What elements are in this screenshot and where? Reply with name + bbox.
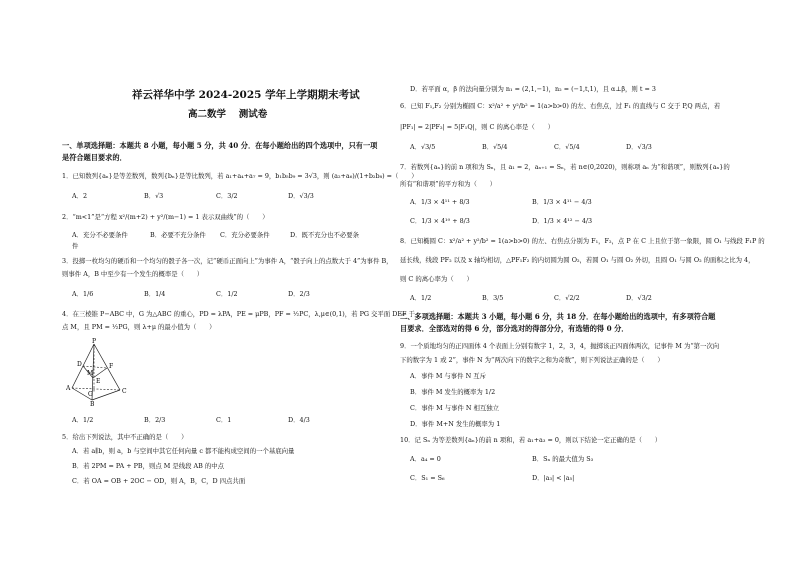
q3-option-c[interactable]: C．1/2	[216, 290, 238, 298]
q3-option-b[interactable]: B．1/4	[144, 290, 166, 298]
q7-option-b[interactable]: B．1/3 × 4¹¹ − 4/3	[532, 198, 592, 206]
q9-option-d[interactable]: D．事件 M+N 发生的概率为 1	[410, 420, 501, 428]
exam-title: 祥云祥华中学 2024-2025 学年上学期期末考试	[132, 89, 360, 101]
section2-heading: 二、多项选择题：本题共 3 小题，每小题 6 分，共 18 分．在每小题给出的选项中，有多项符合题	[400, 312, 716, 321]
q2-option-c[interactable]: C．充分必要条件	[220, 231, 270, 239]
fig-label-d: D	[77, 361, 82, 368]
q2-option-a[interactable]: A．充分不必要条件	[72, 231, 128, 239]
q4-option-d[interactable]: D．4/3	[288, 416, 310, 424]
q10-stem: 10．记 Sₙ 为等差数列{aₙ}的前 n 项和，若 a₁+a₃ = 0，则以下结论一定正确的是（ ）	[400, 436, 662, 444]
q3-stem: 3．投掷一枚均匀的硬币和一个均匀的骰子各一次，记“硬币正面向上”为事件 A，“骰子向上的点数大于 4”为事件 B，	[62, 257, 393, 265]
q8-stem-cont2: 则 C 的离心率为（ ）	[400, 275, 473, 283]
fig-label-p: P	[92, 338, 97, 345]
q9-option-a[interactable]: A．事件 M 与事件 N 互斥	[410, 372, 487, 380]
section2-heading-cont: 目要求．全部选对的得 6 分，部分选对的得部分分，有选错的得 0 分．	[400, 324, 629, 333]
tetrahedron-figure	[66, 338, 130, 406]
q1-option-d[interactable]: D．√3/3	[288, 192, 314, 200]
q4-stem-cont: 点 M，且 PM = ½PG，则 λ+μ 的最小值为（ ）	[62, 323, 216, 331]
q8-option-d[interactable]: D．√3/2	[626, 294, 652, 302]
section1-heading-cont: 是符合题目要求的．	[62, 153, 127, 162]
fig-label-a: A	[66, 385, 71, 392]
q9-stem: 9．一个质地均匀的正四面体 4 个表面上分别有数字 1，2，3，4，抛掷该正四面体两次，记事件 M 为“第一次向	[400, 342, 720, 350]
q6-option-d[interactable]: D．√3/3	[626, 143, 652, 151]
q4-option-a[interactable]: A．1/2	[72, 416, 94, 424]
q8-option-a[interactable]: A．1/2	[410, 294, 432, 302]
q4-option-c[interactable]: C．1	[216, 416, 232, 424]
q5-option-c[interactable]: C．若 OA = OB + 2OC − OD，则 A，B，C，D 四点共面	[72, 477, 246, 485]
q1-option-b[interactable]: B．√3	[144, 192, 164, 200]
q2-option-d[interactable]: D．既不充分也不必要条	[290, 231, 360, 239]
q2-option-b[interactable]: B．必要不充分条件	[150, 231, 206, 239]
q10-option-a[interactable]: A．a₄ = 0	[410, 455, 441, 463]
q10-option-b[interactable]: B．Sₙ 的最大值为 S₃	[532, 455, 594, 463]
q6-stem-cont: |PF₁| = 2|PF₂| = 5|F₁Q|，则 C 的离心率是（ ）	[400, 123, 554, 131]
q10-option-d[interactable]: D．|a₃| < |a₅|	[532, 474, 575, 482]
q1-option-a[interactable]: A．2	[72, 192, 88, 200]
q7-stem-cont: 所有“和谐项”的平方和为（ ）	[400, 180, 497, 188]
q3-stem-cont: 则事件 A，B 中至少有一个发生的概率是（ ）	[62, 270, 204, 278]
q4-option-b[interactable]: B．2/3	[144, 416, 166, 424]
q7-option-a[interactable]: A．1/3 × 4¹¹ + 8/3	[410, 198, 470, 206]
q4-stem: 4．在三棱锥 P−ABC 中，G 为△ABC 的重心，PD = λPA，PE = μPB，PF = ½PC，λ,μ∈(0,1)，若 PG 交平面 DEF 于	[62, 310, 415, 318]
fig-label-g: G	[88, 391, 93, 398]
fig-label-c: C	[122, 388, 127, 395]
exam-subtitle: 高二数学 测试卷	[188, 109, 268, 120]
q2-option-d-tail: 件	[72, 242, 79, 250]
q8-stem: 8．已知椭圆 C：x²/a² + y²/b² = 1(a>b>0) 的左、右焦点分别为 F₁，F₂，点 P 在 C 上且位于第一象限，圆 O₁ 与线段 F₁P 的	[400, 237, 765, 245]
q8-option-c[interactable]: C．√2/2	[554, 294, 580, 302]
q6-stem: 6．已知 F₁,F₂ 分别为椭圆 C：x²/a² + y²/b² = 1(a>b>0) 的左、右焦点，过 F₁ 的直线与 C 交于 P,Q 两点，若	[400, 102, 721, 110]
section1-heading: 一、单项选择题：本题共 8 小题，每小题 5 分，共 40 分．在每小题给出的四个选项中，只有一项	[62, 141, 378, 150]
q7-stem: 7．若数列{aₙ}的前 n 项和为 Sₙ，且 a₁ = 2，aₙ₊₁ = Sₙ，若 n∈(0,2020)，则称项 aₙ 为“和谐项”，则数列{aₙ}的	[400, 163, 730, 171]
q6-option-a[interactable]: A．√3/5	[410, 143, 436, 151]
q2-stem: 2．“m<1”是“方程 x²/(m+2) + y²/(m−1) = 1 表示双曲线”的（ ）	[62, 213, 269, 221]
q5-option-d[interactable]: D．若平面 α，β 的法向量分别为 n₁ = (2,1,−1)，n₂ = (−1,t,1)，且 α⊥β，则 t = 3	[410, 85, 656, 93]
q1-option-c[interactable]: C．3/2	[216, 192, 238, 200]
q10-option-c[interactable]: C．S₁ = S₆	[410, 474, 445, 482]
q1-stem: 1．已知数列{aₙ}是等差数列，数列{bₙ}是等比数列，若 a₁+a₄+a₇ = 9，b₁b₅b₉ = 3√3，则 (a₂+a₆)/(1+b₂b₈) =（ ）	[62, 172, 418, 180]
q7-option-c[interactable]: C．1/3 × 4¹⁰ + 8/3	[410, 217, 470, 225]
fig-label-e: E	[96, 378, 101, 385]
q7-option-d[interactable]: D．1/3 × 4¹² − 4/3	[532, 217, 593, 225]
q9-option-c[interactable]: C．事件 M 与事件 N 相互独立	[410, 404, 500, 412]
q8-stem-cont: 延长线，线段 PF₂ 以及 x 轴均相切，△PF₁F₂ 的内切圆为圆 O₂，若圆 O₁ 与圆 O₂ 外切，且圆 O₁ 与圆 O₂ 的面积之比为 4，	[400, 256, 755, 264]
fig-label-b: B	[90, 401, 95, 406]
q5-stem: 5．给出下列说法，其中不正确的是（ ）	[62, 433, 188, 441]
q5-option-b[interactable]: B．若 2PM = PA + PB，则点 M 是线段 AB 的中点	[72, 462, 225, 470]
q9-option-b[interactable]: B．事件 M 发生的概率为 1/2	[410, 388, 496, 396]
q9-stem-cont: 下的数字为 1 或 2”，事件 N 为“两次向下的数字之和为奇数”，则下列说法正确的是（ ）	[400, 356, 664, 364]
fig-label-m: M	[87, 370, 94, 377]
fig-label-f: F	[109, 363, 114, 370]
q5-option-a[interactable]: A．若 a∥b，则 a，b 与空间中其它任何向量 c 都不能构成空间的一个基底向量	[72, 447, 295, 455]
q6-option-b[interactable]: B．√5/4	[482, 143, 508, 151]
q3-option-a[interactable]: A．1/6	[72, 290, 94, 298]
q6-option-c[interactable]: C．√5/4	[554, 143, 580, 151]
q3-option-d[interactable]: D．2/3	[288, 290, 310, 298]
q8-option-b[interactable]: B．3/5	[482, 294, 504, 302]
